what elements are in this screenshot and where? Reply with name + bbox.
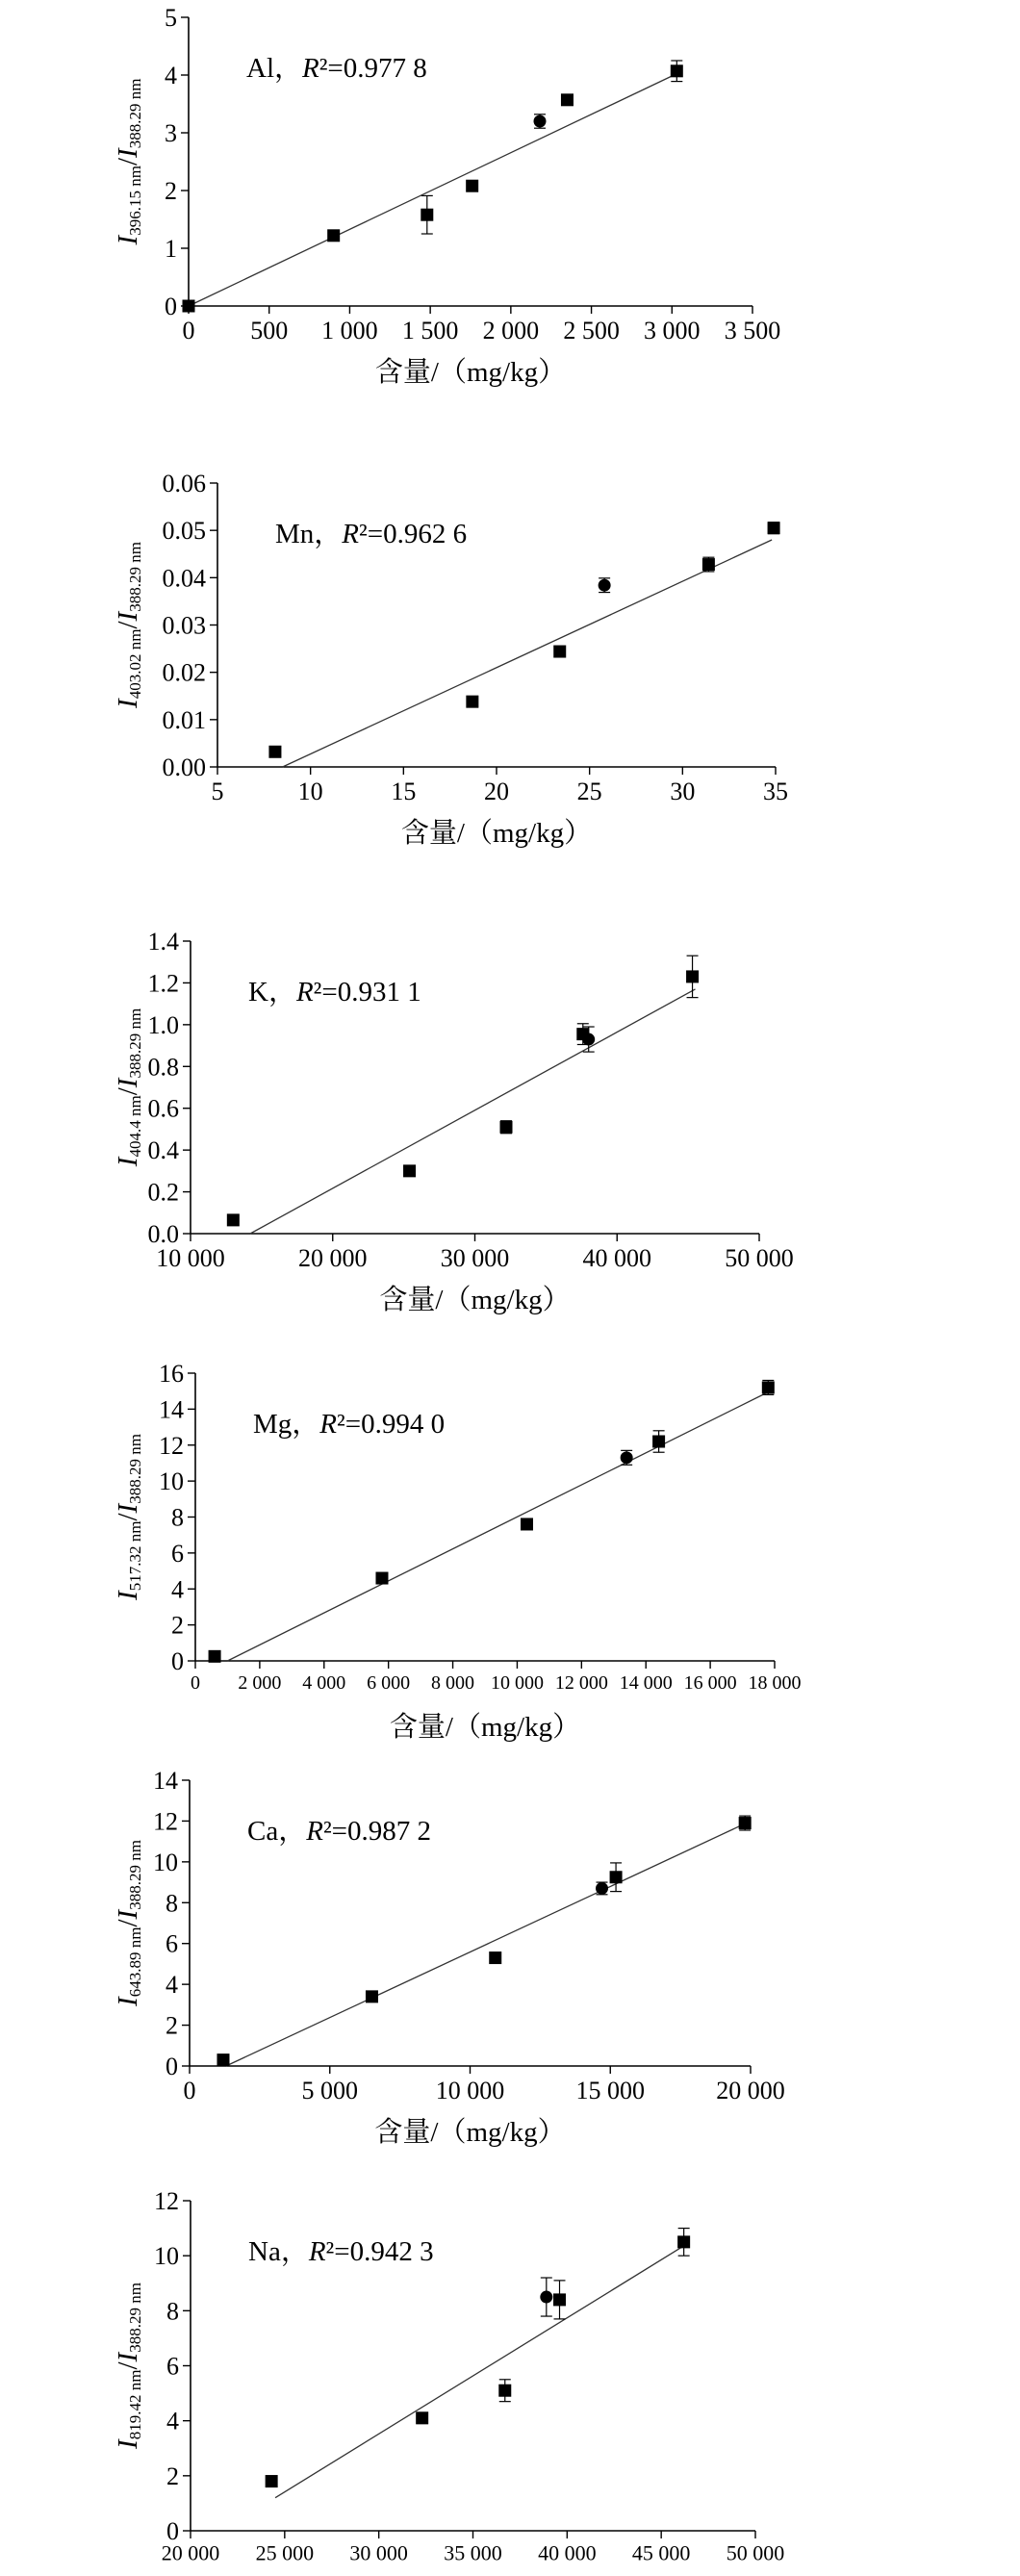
y-tick-label: 12 [159, 1431, 184, 1460]
data-point [652, 1436, 665, 1448]
chart-panel-mg [113, 1360, 802, 1743]
data-point [686, 970, 699, 982]
data-point [327, 229, 340, 242]
r2-annotation: K，R²=0.931 1 [248, 977, 421, 1007]
x-tick-label: 20 000 [161, 2540, 220, 2565]
data-point [553, 2293, 566, 2306]
x-tick-label: 30 000 [349, 2540, 408, 2565]
x-axis-label: 含量/（mg/kg） [400, 818, 593, 849]
data-point [553, 646, 566, 658]
x-tick-label: 45 000 [631, 2540, 691, 2565]
y-tick-label: 0.0 [147, 1220, 179, 1248]
x-tick-label: 20 000 [298, 1244, 368, 1273]
y-axis-label: I396.15 nm/I388.29 nm [113, 78, 145, 245]
y-tick-label: 6 [166, 1929, 178, 1958]
y-tick-label: 16 [159, 1360, 184, 1388]
r2-annotation: Na，R²=0.942 3 [248, 2236, 434, 2267]
y-tick-label: 4 [165, 62, 177, 89]
y-tick-label: 2 [166, 2011, 178, 2040]
data-point [762, 1381, 775, 1393]
x-tick-label: 5 [211, 778, 224, 806]
x-tick-label: 4 000 [302, 1672, 346, 1694]
fit-line [283, 540, 772, 767]
x-tick-label: 35 [763, 778, 788, 806]
data-point [466, 180, 478, 192]
x-tick-label: 0 [191, 1672, 200, 1694]
y-tick-label: 14 [153, 1767, 178, 1795]
x-tick-label: 2 500 [563, 317, 620, 345]
data-point [466, 696, 478, 708]
data-point [366, 1990, 378, 2002]
data-point [768, 522, 780, 534]
y-tick-label: 5 [165, 4, 177, 32]
y-axis-label: I517.32 nm/I388.29 nm [113, 1434, 145, 1600]
fit-line [250, 989, 695, 1234]
x-tick-label: 5 000 [301, 2077, 358, 2105]
data-point [375, 1572, 388, 1585]
data-point [561, 93, 574, 106]
y-tick-label: 1 [165, 235, 177, 263]
data-point [266, 2475, 278, 2487]
r2-annotation: Ca，R²=0.987 2 [247, 1816, 431, 1847]
x-tick-label: 10 000 [490, 1672, 544, 1694]
x-tick-label: 25 000 [255, 2540, 315, 2565]
y-tick-label: 4 [166, 1971, 178, 2000]
x-tick-label: 500 [250, 317, 289, 345]
data-point [521, 1518, 533, 1530]
y-tick-label: 12 [154, 2187, 179, 2215]
chart-panel-al [113, 4, 780, 388]
data-point [498, 2385, 511, 2397]
y-tick-label: 4 [166, 2407, 179, 2436]
x-axis-label: 含量/（mg/kg） [389, 1712, 581, 1743]
chart-panel-mn [113, 470, 788, 849]
data-point [268, 746, 281, 758]
y-tick-label: 10 [154, 2242, 179, 2271]
x-tick-label: 16 000 [683, 1672, 737, 1694]
data-point [227, 1213, 240, 1226]
y-tick-label: 0 [166, 2517, 179, 2545]
y-axis-label: I819.42 nm/I388.29 nm [113, 2283, 145, 2449]
y-tick-label: 2 [171, 1611, 184, 1640]
y-tick-label: 0.01 [162, 705, 206, 734]
x-tick-label: 25 [576, 778, 602, 806]
y-tick-label: 14 [159, 1395, 184, 1424]
y-tick-label: 0.05 [162, 517, 206, 546]
x-tick-label: 10 000 [156, 1244, 225, 1273]
data-point [500, 1121, 513, 1134]
y-tick-label: 1.4 [147, 928, 179, 956]
x-tick-label: 50 000 [725, 1244, 794, 1273]
y-tick-label: 6 [171, 1539, 184, 1568]
x-tick-label: 30 [670, 778, 696, 806]
data-point [403, 1164, 416, 1177]
r2-annotation: Mn，R²=0.962 6 [275, 519, 468, 549]
y-tick-label: 10 [153, 1848, 178, 1876]
data-point [621, 1451, 633, 1464]
y-axis-label: I403.02 nm/I388.29 nm [113, 542, 145, 708]
fit-line [275, 2245, 686, 2498]
x-tick-label: 1 000 [321, 317, 378, 345]
x-tick-label: 3 500 [724, 317, 781, 345]
x-axis-label: 含量/（mg/kg） [379, 1285, 571, 1315]
data-point [671, 64, 683, 77]
data-point [209, 1650, 221, 1663]
y-tick-label: 2 [165, 177, 177, 205]
chart-panel-ca [113, 1767, 785, 2148]
r2-annotation: Mg，R²=0.994 0 [253, 1409, 446, 1440]
x-tick-label: 35 000 [444, 2540, 502, 2565]
y-tick-label: 2 [166, 2461, 179, 2490]
y-axis-label: I404.4 nm/I388.29 nm [113, 1007, 145, 1167]
y-axis-label: I643.89 nm/I388.29 nm [113, 1840, 145, 2006]
y-tick-label: 8 [171, 1503, 184, 1532]
x-tick-label: 30 000 [440, 1244, 510, 1273]
y-tick-label: 0 [171, 1647, 184, 1675]
y-tick-label: 1.0 [147, 1010, 179, 1039]
r2-annotation: Al，R²=0.977 8 [246, 53, 427, 84]
x-tick-label: 6 000 [367, 1672, 411, 1694]
chart-panel-na [113, 2187, 784, 2571]
data-point [540, 2291, 552, 2304]
x-tick-label: 40 000 [582, 1244, 651, 1273]
x-tick-label: 3 000 [644, 317, 701, 345]
x-tick-label: 50 000 [726, 2540, 785, 2565]
x-tick-label: 2 000 [238, 1672, 282, 1694]
x-tick-label: 12 000 [554, 1672, 608, 1694]
y-tick-label: 4 [171, 1575, 184, 1604]
data-point [599, 579, 611, 592]
data-point [702, 558, 715, 571]
data-point [533, 115, 546, 128]
x-tick-label: 15 [391, 778, 417, 806]
data-point [739, 1817, 752, 1829]
y-tick-label: 0.04 [162, 564, 206, 593]
y-tick-label: 3 [165, 119, 177, 147]
data-point [677, 2235, 690, 2248]
x-tick-label: 0 [182, 317, 195, 345]
y-tick-label: 0.8 [147, 1053, 179, 1082]
chart-panel-k [113, 928, 794, 1315]
y-tick-label: 0.2 [147, 1178, 179, 1207]
y-tick-label: 0.03 [162, 611, 206, 640]
y-tick-label: 0.02 [162, 658, 206, 687]
y-tick-label: 10 [159, 1467, 184, 1496]
data-point [610, 1871, 623, 1883]
x-tick-label: 18 000 [748, 1672, 802, 1694]
x-tick-label: 10 [297, 778, 323, 806]
x-tick-label: 40 000 [538, 2540, 597, 2565]
data-point [183, 300, 195, 313]
x-axis-label: 含量/（mg/kg） [374, 2117, 566, 2148]
fit-line [189, 72, 680, 306]
fit-line [226, 1821, 751, 2066]
x-tick-label: 20 000 [716, 2077, 785, 2105]
y-tick-label: 8 [166, 2297, 179, 2326]
x-tick-label: 20 [484, 778, 509, 806]
y-tick-label: 12 [153, 1807, 178, 1836]
data-point [217, 2053, 229, 2066]
y-tick-label: 0.00 [162, 753, 206, 781]
y-tick-label: 8 [166, 1889, 178, 1918]
y-tick-label: 0 [166, 2053, 178, 2080]
x-tick-label: 2 000 [482, 317, 540, 345]
data-point [421, 209, 433, 221]
x-tick-label: 15 000 [575, 2077, 645, 2105]
y-tick-label: 0.6 [147, 1094, 179, 1123]
x-axis-label: 含量/（mg/kg） [374, 357, 567, 388]
data-point [489, 1951, 501, 1964]
x-tick-label: 8 000 [431, 1672, 475, 1694]
y-tick-label: 0.06 [162, 470, 206, 497]
x-tick-label: 1 500 [401, 317, 459, 345]
y-tick-label: 0 [165, 293, 177, 320]
data-point [416, 2411, 428, 2424]
data-point [596, 1882, 608, 1895]
x-tick-label: 10 000 [435, 2077, 505, 2105]
y-tick-label: 0.4 [147, 1136, 179, 1165]
y-tick-label: 6 [166, 2352, 179, 2381]
y-tick-label: 1.2 [147, 969, 179, 998]
x-tick-label: 0 [183, 2077, 196, 2105]
x-tick-label: 14 000 [619, 1672, 673, 1694]
data-point [582, 1033, 595, 1046]
